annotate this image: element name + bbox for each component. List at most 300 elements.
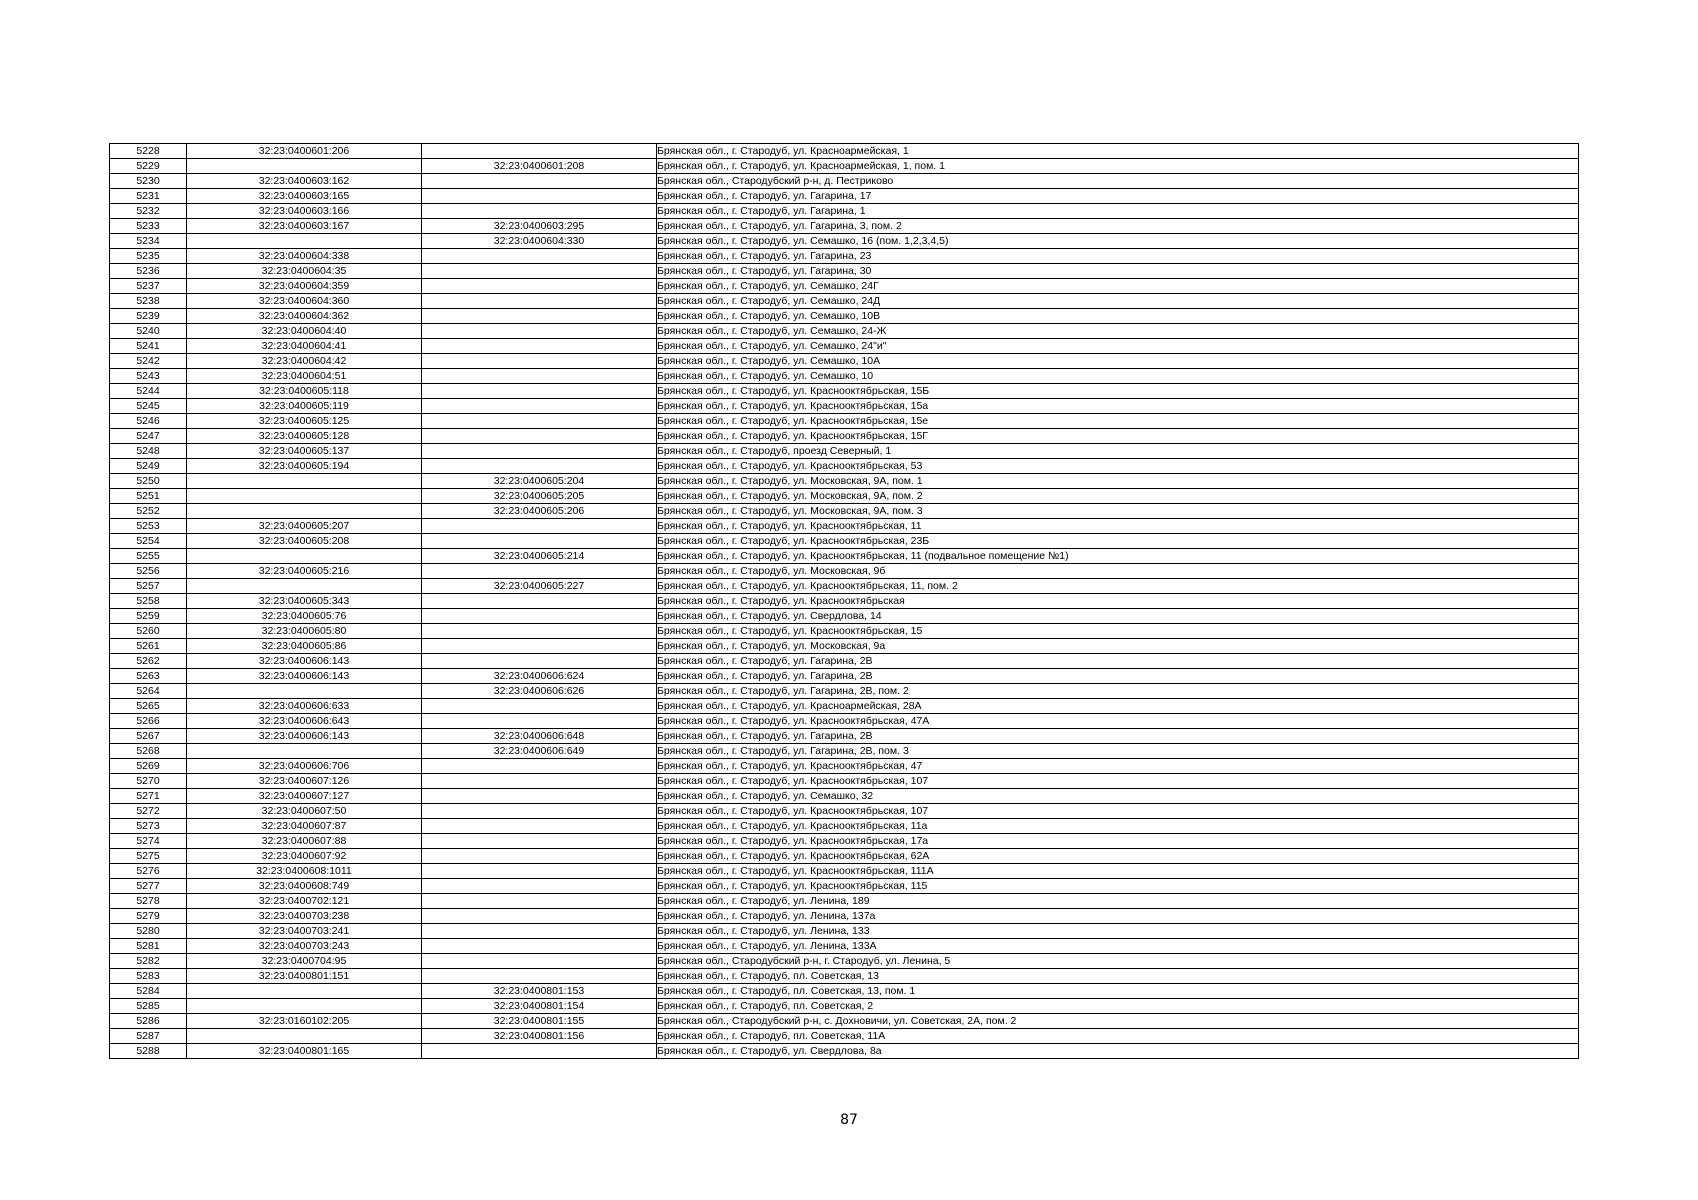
cadastral-number-cell: 32:23:0400606:633 (187, 699, 422, 714)
address-cell: Брянская обл., Стародубский р-н, с. Дохновичи, ул. Советская, 2А, пом. 2 (657, 1014, 1579, 1029)
table-row (110, 759, 1579, 774)
cadastral-number-cell (187, 1029, 422, 1044)
address-cell: Брянская обл., г. Стародуб, проезд Северный, 1 (657, 444, 1579, 459)
table-row (110, 729, 1579, 744)
cadastral-number-cell: 32:23:0400801:165 (187, 1044, 422, 1059)
sub-object-number-cell (422, 834, 657, 849)
address-cell: Брянская обл., г. Стародуб, ул. Московская, 9А, пом. 3 (657, 504, 1579, 519)
table-row (110, 714, 1579, 729)
cadastral-number-cell: 32:23:0400604:360 (187, 294, 422, 309)
cadastral-number-cell (187, 489, 422, 504)
cadastral-number-cell: 32:23:0400603:167 (187, 219, 422, 234)
table-row (110, 309, 1579, 324)
table-row (110, 924, 1579, 939)
address-cell: Брянская обл., г. Стародуб, ул. Гагарина, 3, пом. 2 (657, 219, 1579, 234)
row-number-cell: 5237 (110, 279, 187, 294)
sub-object-number-cell (422, 429, 657, 444)
row-number-cell: 5277 (110, 879, 187, 894)
table-row (110, 954, 1579, 969)
table-row (110, 909, 1579, 924)
sub-object-number-cell (422, 939, 657, 954)
address-cell: Брянская обл., г. Стародуб, пл. Советская, 13, пом. 1 (657, 984, 1579, 999)
cadastral-number-cell (187, 744, 422, 759)
cadastral-number-cell: 32:23:0400605:216 (187, 564, 422, 579)
address-cell: Брянская обл., г. Стародуб, ул. Краснооктябрьская, 11 (657, 519, 1579, 534)
sub-object-number-cell (422, 279, 657, 294)
table-row (110, 249, 1579, 264)
address-cell: Брянская обл., г. Стародуб, ул. Краснооктябрьская, 47 (657, 759, 1579, 774)
sub-object-number-cell (422, 414, 657, 429)
table-row (110, 639, 1579, 654)
row-number-cell: 5251 (110, 489, 187, 504)
table-row (110, 354, 1579, 369)
table-row (110, 174, 1579, 189)
address-cell: Брянская обл., г. Стародуб, ул. Семашко, 10А (657, 354, 1579, 369)
address-cell: Брянская обл., г. Стародуб, ул. Семашко, 32 (657, 789, 1579, 804)
row-number-cell: 5254 (110, 534, 187, 549)
table-row (110, 189, 1579, 204)
sub-object-number-cell (422, 369, 657, 384)
address-cell: Брянская обл., г. Стародуб, ул. Краснооктябрьская, 17а (657, 834, 1579, 849)
address-cell: Брянская обл., Стародубский р-н, г. Стародуб, ул. Ленина, 5 (657, 954, 1579, 969)
cadastral-number-cell: 32:23:0400604:40 (187, 324, 422, 339)
sub-object-number-cell (422, 819, 657, 834)
row-number-cell: 5230 (110, 174, 187, 189)
cadastral-number-cell: 32:23:0400604:51 (187, 369, 422, 384)
row-number-cell: 5257 (110, 579, 187, 594)
sub-object-number-cell: 32:23:0400603:295 (422, 219, 657, 234)
sub-object-number-cell: 32:23:0400606:649 (422, 744, 657, 759)
cadastral-number-cell: 32:23:0400605:119 (187, 399, 422, 414)
sub-object-number-cell: 32:23:0400801:155 (422, 1014, 657, 1029)
cadastral-number-cell: 32:23:0400703:243 (187, 939, 422, 954)
table-row (110, 849, 1579, 864)
sub-object-number-cell (422, 354, 657, 369)
cadastral-number-cell: 32:23:0400608:1011 (187, 864, 422, 879)
address-cell: Брянская обл., г. Стародуб, ул. Краснооктябрьская, 11, пом. 2 (657, 579, 1579, 594)
table-row (110, 534, 1579, 549)
row-number-cell: 5274 (110, 834, 187, 849)
cadastral-number-cell: 32:23:0400606:143 (187, 669, 422, 684)
cadastral-number-cell: 32:23:0400605:128 (187, 429, 422, 444)
table-row (110, 414, 1579, 429)
address-cell: Брянская обл., г. Стародуб, ул. Краснооктябрьская, 115 (657, 879, 1579, 894)
table-row (110, 444, 1579, 459)
address-cell: Брянская обл., г. Стародуб, ул. Свердлова, 14 (657, 609, 1579, 624)
sub-object-number-cell (422, 639, 657, 654)
row-number-cell: 5265 (110, 699, 187, 714)
cadastral-number-cell: 32:23:0400606:143 (187, 654, 422, 669)
row-number-cell: 5262 (110, 654, 187, 669)
address-cell: Брянская обл., г. Стародуб, ул. Семашко, 16 (пом. 1,2,3,4,5) (657, 234, 1579, 249)
address-cell: Брянская обл., г. Стародуб, ул. Московская, 9а (657, 639, 1579, 654)
address-cell: Брянская обл., г. Стародуб, ул. Краснооктябрьская, 11 (подвальное помещение №1) (657, 549, 1579, 564)
cadastral-number-cell: 32:23:0400605:343 (187, 594, 422, 609)
cadastral-number-cell (187, 474, 422, 489)
row-number-cell: 5245 (110, 399, 187, 414)
sub-object-number-cell (422, 249, 657, 264)
cadastral-number-cell: 32:23:0400608:749 (187, 879, 422, 894)
table-row (110, 999, 1579, 1014)
row-number-cell: 5271 (110, 789, 187, 804)
sub-object-number-cell (422, 654, 657, 669)
row-number-cell: 5258 (110, 594, 187, 609)
cadastral-number-cell: 32:23:0400607:88 (187, 834, 422, 849)
cadastral-number-cell: 32:23:0400604:41 (187, 339, 422, 354)
sub-object-number-cell (422, 189, 657, 204)
row-number-cell: 5250 (110, 474, 187, 489)
address-cell: Брянская обл., г. Стародуб, пл. Советская, 13 (657, 969, 1579, 984)
sub-object-number-cell (422, 399, 657, 414)
row-number-cell: 5272 (110, 804, 187, 819)
sub-object-number-cell (422, 594, 657, 609)
sub-object-number-cell (422, 384, 657, 399)
cadastral-number-cell: 32:23:0400607:50 (187, 804, 422, 819)
sub-object-number-cell (422, 204, 657, 219)
row-number-cell: 5233 (110, 219, 187, 234)
sub-object-number-cell (422, 624, 657, 639)
cadastral-number-cell: 32:23:0400606:643 (187, 714, 422, 729)
address-cell: Брянская обл., Стародубский р-н, д. Пестриково (657, 174, 1579, 189)
address-cell: Брянская обл., г. Стародуб, ул. Ленина, 137а (657, 909, 1579, 924)
cadastral-number-cell: 32:23:0400703:238 (187, 909, 422, 924)
cadastral-number-cell: 32:23:0400605:80 (187, 624, 422, 639)
row-number-cell: 5288 (110, 1044, 187, 1059)
sub-object-number-cell: 32:23:0400604:330 (422, 234, 657, 249)
row-number-cell: 5267 (110, 729, 187, 744)
cadastral-number-cell (187, 549, 422, 564)
cadastral-number-cell: 32:23:0400607:87 (187, 819, 422, 834)
cadastral-number-cell: 32:23:0400605:125 (187, 414, 422, 429)
address-cell: Брянская обл., г. Стародуб, ул. Краснооктябрьская, 107 (657, 774, 1579, 789)
row-number-cell: 5248 (110, 444, 187, 459)
address-cell: Брянская обл., г. Стародуб, ул. Ленина, 133А (657, 939, 1579, 954)
table-row (110, 504, 1579, 519)
row-number-cell: 5256 (110, 564, 187, 579)
address-cell: Брянская обл., г. Стародуб, пл. Советская, 2 (657, 999, 1579, 1014)
address-cell: Брянская обл., г. Стародуб, ул. Краснооктябрьская, 111А (657, 864, 1579, 879)
address-cell: Брянская обл., г. Стародуб, ул. Краснооктябрьская, 23Б (657, 534, 1579, 549)
row-number-cell: 5255 (110, 549, 187, 564)
sub-object-number-cell (422, 759, 657, 774)
cadastral-number-cell: 32:23:0400605:76 (187, 609, 422, 624)
address-cell: Брянская обл., г. Стародуб, ул. Семашко, 24Г (657, 279, 1579, 294)
sub-object-number-cell (422, 339, 657, 354)
cadastral-number-cell: 32:23:0400605:208 (187, 534, 422, 549)
table-row (110, 549, 1579, 564)
row-number-cell: 5234 (110, 234, 187, 249)
address-cell: Брянская обл., г. Стародуб, ул. Гагарина, 2В, пом. 2 (657, 684, 1579, 699)
sub-object-number-cell (422, 849, 657, 864)
row-number-cell: 5263 (110, 669, 187, 684)
row-number-cell: 5235 (110, 249, 187, 264)
sub-object-number-cell: 32:23:0400605:214 (422, 549, 657, 564)
table-row (110, 564, 1579, 579)
table-row (110, 144, 1579, 159)
row-number-cell: 5266 (110, 714, 187, 729)
row-number-cell: 5252 (110, 504, 187, 519)
table-row (110, 579, 1579, 594)
row-number-cell: 5240 (110, 324, 187, 339)
table-row (110, 669, 1579, 684)
sub-object-number-cell (422, 309, 657, 324)
table-row (110, 369, 1579, 384)
table-row (110, 819, 1579, 834)
cadastral-number-cell (187, 159, 422, 174)
table-row (110, 594, 1579, 609)
address-cell: Брянская обл., г. Стародуб, ул. Краснооктябрьская, 11а (657, 819, 1579, 834)
cadastral-number-cell: 32:23:0400603:162 (187, 174, 422, 189)
row-number-cell: 5282 (110, 954, 187, 969)
address-cell: Брянская обл., г. Стародуб, ул. Семашко, 10 (657, 369, 1579, 384)
cadastral-number-cell (187, 504, 422, 519)
sub-object-number-cell: 32:23:0400601:208 (422, 159, 657, 174)
address-cell: Брянская обл., г. Стародуб, ул. Московская, 9б (657, 564, 1579, 579)
cadastral-number-cell: 32:23:0400801:151 (187, 969, 422, 984)
address-cell: Брянская обл., г. Стародуб, ул. Краснооктябрьская, 53 (657, 459, 1579, 474)
sub-object-number-cell (422, 864, 657, 879)
table-row (110, 159, 1579, 174)
row-number-cell: 5276 (110, 864, 187, 879)
cadastral-number-cell: 32:23:0400605:194 (187, 459, 422, 474)
sub-object-number-cell (422, 894, 657, 909)
table-row (110, 474, 1579, 489)
address-cell: Брянская обл., г. Стародуб, ул. Гагарина, 2В, пом. 3 (657, 744, 1579, 759)
sub-object-number-cell (422, 324, 657, 339)
table-row (110, 324, 1579, 339)
row-number-cell: 5278 (110, 894, 187, 909)
table-row (110, 984, 1579, 999)
address-cell: Брянская обл., г. Стародуб, ул. Краснооктябрьская, 47А (657, 714, 1579, 729)
row-number-cell: 5286 (110, 1014, 187, 1029)
row-number-cell: 5285 (110, 999, 187, 1014)
table-row (110, 609, 1579, 624)
cadastral-number-cell: 32:23:0400607:92 (187, 849, 422, 864)
row-number-cell: 5242 (110, 354, 187, 369)
row-number-cell: 5273 (110, 819, 187, 834)
cadastral-number-cell: 32:23:0400605:137 (187, 444, 422, 459)
sub-object-number-cell (422, 1044, 657, 1059)
table-row (110, 279, 1579, 294)
table-row (110, 1029, 1579, 1044)
row-number-cell: 5236 (110, 264, 187, 279)
registry-table-body (110, 144, 1579, 1059)
table-row (110, 834, 1579, 849)
address-cell: Брянская обл., г. Стародуб, ул. Гагарина, 1 (657, 204, 1579, 219)
row-number-cell: 5249 (110, 459, 187, 474)
sub-object-number-cell: 32:23:0400801:156 (422, 1029, 657, 1044)
table-row (110, 339, 1579, 354)
table-row (110, 864, 1579, 879)
address-cell: Брянская обл., г. Стародуб, ул. Московская, 9А, пом. 2 (657, 489, 1579, 504)
row-number-cell: 5253 (110, 519, 187, 534)
table-row (110, 744, 1579, 759)
table-row (110, 894, 1579, 909)
table-row (110, 654, 1579, 669)
address-cell: Брянская обл., г. Стародуб, ул. Семашко, 24"и" (657, 339, 1579, 354)
table-row (110, 399, 1579, 414)
row-number-cell: 5287 (110, 1029, 187, 1044)
table-row (110, 519, 1579, 534)
table-row (110, 774, 1579, 789)
cadastral-number-cell: 32:23:0160102:205 (187, 1014, 422, 1029)
table-row (110, 624, 1579, 639)
sub-object-number-cell (422, 954, 657, 969)
cadastral-number-cell: 32:23:0400606:143 (187, 729, 422, 744)
address-cell: Брянская обл., г. Стародуб, ул. Краснооктябрьская (657, 594, 1579, 609)
sub-object-number-cell (422, 609, 657, 624)
sub-object-number-cell (422, 714, 657, 729)
cadastral-number-cell: 32:23:0400604:42 (187, 354, 422, 369)
sub-object-number-cell (422, 969, 657, 984)
row-number-cell: 5281 (110, 939, 187, 954)
table-row (110, 264, 1579, 279)
table-row (110, 879, 1579, 894)
table-row (110, 219, 1579, 234)
sub-object-number-cell (422, 804, 657, 819)
row-number-cell: 5228 (110, 144, 187, 159)
cadastral-number-cell: 32:23:0400604:359 (187, 279, 422, 294)
address-cell: Брянская обл., г. Стародуб, пл. Советская, 11А (657, 1029, 1579, 1044)
row-number-cell: 5275 (110, 849, 187, 864)
address-cell: Брянская обл., г. Стародуб, ул. Гагарина, 30 (657, 264, 1579, 279)
cadastral-number-cell (187, 579, 422, 594)
sub-object-number-cell (422, 879, 657, 894)
row-number-cell: 5279 (110, 909, 187, 924)
cadastral-number-cell: 32:23:0400604:362 (187, 309, 422, 324)
cadastral-number-cell: 32:23:0400704:95 (187, 954, 422, 969)
row-number-cell: 5231 (110, 189, 187, 204)
sub-object-number-cell (422, 699, 657, 714)
address-cell: Брянская обл., г. Стародуб, ул. Гагарина, 23 (657, 249, 1579, 264)
address-cell: Брянская обл., г. Стародуб, ул. Краснооктябрьская, 62А (657, 849, 1579, 864)
address-cell: Брянская обл., г. Стародуб, ул. Гагарина, 2В (657, 729, 1579, 744)
table-row (110, 939, 1579, 954)
sub-object-number-cell: 32:23:0400605:206 (422, 504, 657, 519)
address-cell: Брянская обл., г. Стародуб, ул. Краснооктябрьская, 15Г (657, 429, 1579, 444)
address-cell: Брянская обл., г. Стародуб, ул. Гагарина, 2В (657, 654, 1579, 669)
cadastral-number-cell: 32:23:0400603:165 (187, 189, 422, 204)
address-cell: Брянская обл., г. Стародуб, ул. Свердлова, 8а (657, 1044, 1579, 1059)
row-number-cell: 5283 (110, 969, 187, 984)
row-number-cell: 5269 (110, 759, 187, 774)
table-row (110, 804, 1579, 819)
row-number-cell: 5244 (110, 384, 187, 399)
row-number-cell: 5284 (110, 984, 187, 999)
cadastral-number-cell: 32:23:0400604:338 (187, 249, 422, 264)
row-number-cell: 5241 (110, 339, 187, 354)
row-number-cell: 5270 (110, 774, 187, 789)
cadastral-number-cell: 32:23:0400703:241 (187, 924, 422, 939)
page-number: 87 (840, 1112, 858, 1128)
table-row (110, 429, 1579, 444)
table-row (110, 969, 1579, 984)
row-number-cell: 5232 (110, 204, 187, 219)
address-cell: Брянская обл., г. Стародуб, ул. Красноармейская, 1, пом. 1 (657, 159, 1579, 174)
cadastral-number-cell: 32:23:0400607:127 (187, 789, 422, 804)
row-number-cell: 5280 (110, 924, 187, 939)
cadastral-number-cell: 32:23:0400604:35 (187, 264, 422, 279)
cadastral-number-cell (187, 984, 422, 999)
cadastral-number-cell: 32:23:0400605:86 (187, 639, 422, 654)
table-row (110, 384, 1579, 399)
sub-object-number-cell (422, 564, 657, 579)
table-row (110, 204, 1579, 219)
sub-object-number-cell: 32:23:0400606:648 (422, 729, 657, 744)
row-number-cell: 5229 (110, 159, 187, 174)
property-registry-table (109, 143, 1579, 1059)
sub-object-number-cell (422, 909, 657, 924)
cadastral-number-cell: 32:23:0400606:706 (187, 759, 422, 774)
sub-object-number-cell: 32:23:0400801:153 (422, 984, 657, 999)
row-number-cell: 5261 (110, 639, 187, 654)
sub-object-number-cell: 32:23:0400605:205 (422, 489, 657, 504)
table-row (110, 294, 1579, 309)
table-row (110, 789, 1579, 804)
sub-object-number-cell (422, 264, 657, 279)
cadastral-number-cell (187, 234, 422, 249)
cadastral-number-cell (187, 684, 422, 699)
sub-object-number-cell: 32:23:0400605:227 (422, 579, 657, 594)
sub-object-number-cell (422, 774, 657, 789)
row-number-cell: 5239 (110, 309, 187, 324)
cadastral-number-cell: 32:23:0400601:206 (187, 144, 422, 159)
address-cell: Брянская обл., г. Стародуб, ул. Гагарина, 17 (657, 189, 1579, 204)
address-cell: Брянская обл., г. Стародуб, ул. Краснооктябрьская, 107 (657, 804, 1579, 819)
row-number-cell: 5268 (110, 744, 187, 759)
address-cell: Брянская обл., г. Стародуб, ул. Ленина, 133 (657, 924, 1579, 939)
table-row (110, 699, 1579, 714)
cadastral-number-cell (187, 999, 422, 1014)
table-row (110, 489, 1579, 504)
sub-object-number-cell: 32:23:0400605:204 (422, 474, 657, 489)
address-cell: Брянская обл., г. Стародуб, ул. Красноармейская, 1 (657, 144, 1579, 159)
address-cell: Брянская обл., г. Стародуб, ул. Краснооктябрьская, 15е (657, 414, 1579, 429)
address-cell: Брянская обл., г. Стародуб, ул. Гагарина, 2В (657, 669, 1579, 684)
sub-object-number-cell (422, 144, 657, 159)
address-cell: Брянская обл., г. Стародуб, ул. Краснооктябрьская, 15 (657, 624, 1579, 639)
cadastral-number-cell: 32:23:0400603:166 (187, 204, 422, 219)
table-row (110, 1044, 1579, 1059)
address-cell: Брянская обл., г. Стародуб, ул. Краснооктябрьская, 15Б (657, 384, 1579, 399)
cadastral-number-cell: 32:23:0400605:118 (187, 384, 422, 399)
sub-object-number-cell: 32:23:0400801:154 (422, 999, 657, 1014)
sub-object-number-cell (422, 924, 657, 939)
sub-object-number-cell (422, 444, 657, 459)
row-number-cell: 5238 (110, 294, 187, 309)
row-number-cell: 5247 (110, 429, 187, 444)
table-row (110, 1014, 1579, 1029)
sub-object-number-cell (422, 294, 657, 309)
address-cell: Брянская обл., г. Стародуб, ул. Краснооктябрьская, 15а (657, 399, 1579, 414)
cadastral-number-cell: 32:23:0400702:121 (187, 894, 422, 909)
row-number-cell: 5243 (110, 369, 187, 384)
address-cell: Брянская обл., г. Стародуб, ул. Московская, 9А, пом. 1 (657, 474, 1579, 489)
address-cell: Брянская обл., г. Стародуб, ул. Ленина, 189 (657, 894, 1579, 909)
row-number-cell: 5246 (110, 414, 187, 429)
table-row (110, 459, 1579, 474)
cadastral-number-cell: 32:23:0400607:126 (187, 774, 422, 789)
sub-object-number-cell (422, 174, 657, 189)
row-number-cell: 5259 (110, 609, 187, 624)
sub-object-number-cell (422, 534, 657, 549)
table-row (110, 234, 1579, 249)
address-cell: Брянская обл., г. Стародуб, ул. Семашко, 24Д (657, 294, 1579, 309)
table-row (110, 684, 1579, 699)
cadastral-number-cell: 32:23:0400605:207 (187, 519, 422, 534)
address-cell: Брянская обл., г. Стародуб, ул. Семашко, 10В (657, 309, 1579, 324)
address-cell: Брянская обл., г. Стародуб, ул. Семашко, 24-Ж (657, 324, 1579, 339)
